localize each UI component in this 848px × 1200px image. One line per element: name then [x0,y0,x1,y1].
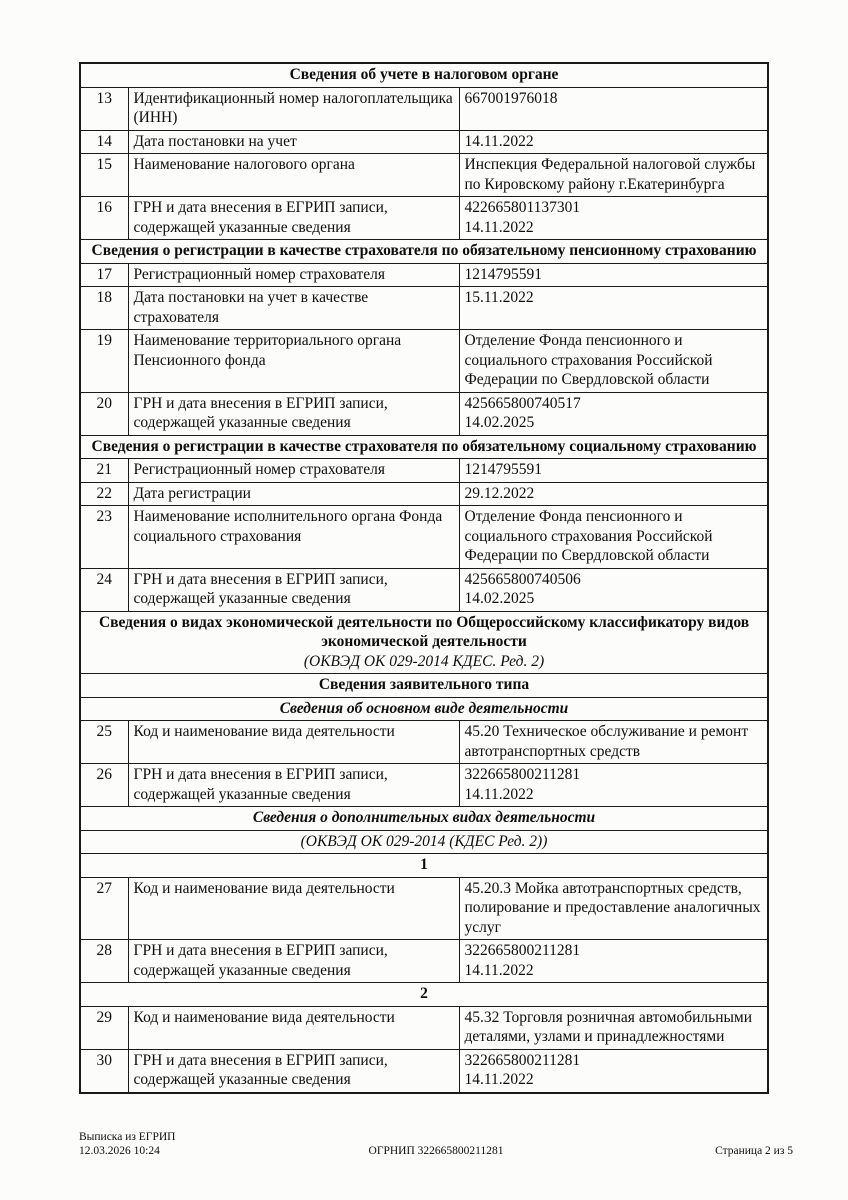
table-row [80,568,768,611]
table-row [80,721,768,764]
section-header-row [80,240,768,264]
table-row [80,1049,768,1093]
row-label: Дата постановки на учет в качестве страхователя [128,287,459,330]
row-label: Идентификационный номер налогоплательщика (ИНН) [128,87,459,130]
row-value [459,764,768,807]
section-header [80,983,768,1007]
footer-timestamp: 12.03.2026 10:24 [79,1145,160,1157]
table-row [80,197,768,240]
section-header-row [80,674,768,698]
row-value [459,568,768,611]
row-number: 17 [80,263,128,287]
section-header [80,697,768,721]
row-value-line: 15.11.2022 [464,289,534,306]
row-value-line: 29.12.2022 [464,484,535,502]
table-row [80,130,768,154]
table-row [80,506,768,569]
section-header [80,435,768,459]
row-number: 20 [80,392,128,435]
section-header-row [80,854,768,878]
row-label: ГРН и дата внесения в ЕГРИП записи, содержащей указанные сведения [128,568,459,611]
row-value-line: 422665801137301 [464,199,581,216]
section-header [80,854,768,878]
row-number: 24 [80,568,128,611]
row-value-line: Отделение Фонда пенсионного и социального страхования Российской Федерации по Свердловской области [464,332,713,388]
section-header-row [80,611,768,674]
row-label: Регистрационный номер страхователя [128,263,459,287]
row-value-line: 1214795591 [464,461,542,478]
row-value-line: 14.11.2022 [464,218,534,236]
row-value [459,154,768,197]
row-label: ГРН и дата внесения в ЕГРИП записи, содержащей указанные сведения [128,1049,459,1093]
table-row [80,764,768,807]
row-number: 22 [80,482,128,506]
section-header-text: Сведения об учете в налоговом органе [289,66,559,83]
section-header-row [80,63,768,87]
footer-page-number: Страница 2 из 5 [715,1145,793,1157]
row-number: 16 [80,197,128,240]
section-header [80,674,768,698]
section-header-row [80,830,768,854]
table-row [80,877,768,940]
table-row [80,482,768,506]
row-number: 27 [80,877,128,940]
table-row [80,263,768,287]
footer-doc-title: Выписка из ЕГРИП [79,1131,176,1143]
section-header [80,830,768,854]
section-header-text: 2 [420,985,428,1002]
row-value [459,287,768,330]
section-header-text: Сведения о дополнительных видах деятельности [252,809,596,826]
row-value [459,1049,768,1093]
row-label: Код и наименование вида деятельности [128,1006,459,1049]
row-label: Наименование исполнительного органа Фонда социального страхования [128,506,459,569]
row-value [459,263,768,287]
row-number: 25 [80,721,128,764]
row-value [459,197,768,240]
row-value [459,877,768,940]
row-number: 28 [80,940,128,983]
egrip-table-body [80,63,768,1093]
row-label: Наименование территориального органа Пенсионного фонда [128,330,459,393]
page-footer [79,1130,793,1162]
section-header-text: Сведения заявительного типа [318,676,530,693]
row-value [459,459,768,483]
section-header-row [80,697,768,721]
row-value-line: 14.11.2022 [464,132,534,150]
row-number: 15 [80,154,128,197]
row-value [459,130,768,154]
row-value-line: 322665800211281 [464,942,581,959]
row-number: 21 [80,459,128,483]
row-number: 26 [80,764,128,807]
table-row [80,87,768,130]
row-value [459,721,768,764]
row-number: 30 [80,1049,128,1093]
row-value-line: 14.11.2022 [464,961,534,979]
section-header [80,63,768,87]
row-label: Дата постановки на учет [128,130,459,154]
section-header [80,807,768,831]
row-value-line: 14.11.2022 [464,1071,534,1088]
row-value [459,87,768,130]
row-label: ГРН и дата внесения в ЕГРИП записи, содержащей указанные сведения [128,764,459,807]
table-row [80,287,768,330]
row-value-line: Отделение Фонда пенсионного и социального страхования Российской Федерации по Свердловской области [464,508,713,564]
section-header-row [80,807,768,831]
row-value-line: 14.11.2022 [464,785,534,803]
footer-doc-info [79,1130,175,1158]
row-value-line: 1214795591 [464,265,542,283]
row-number: 29 [80,1006,128,1049]
row-value-line: 667001976018 [464,89,558,107]
table-row [80,459,768,483]
row-value-line: 322665800211281 [464,1051,581,1069]
row-value-line: 425665800740506 [464,570,581,588]
row-number: 13 [80,87,128,130]
section-header [80,611,768,674]
section-header-text: Сведения о видах экономической деятельности по Общероссийскому классификатору видов экономической деятельности [98,613,750,650]
row-value [459,1006,768,1049]
section-header [80,240,768,264]
row-label: Код и наименование вида деятельности [128,877,459,940]
row-value-line: 14.02.2025 [464,414,535,431]
row-value [459,940,768,983]
row-label: Код и наименование вида деятельности [128,721,459,764]
section-header-text: (ОКВЭД ОК 029-2014 (КДЕС Ред. 2)) [300,832,548,850]
section-header-row [80,983,768,1007]
row-number: 14 [80,130,128,154]
table-row [80,940,768,983]
section-header-text: Сведения об основном виде деятельности [279,699,569,717]
row-value-line: 322665800211281 [464,766,581,783]
row-value-line: 45.20 Техническое обслуживание и ремонт автотранспортных средств [464,723,749,760]
table-row [80,392,768,435]
row-label: Наименование налогового органа [128,154,459,197]
table-row [80,154,768,197]
row-number: 18 [80,287,128,330]
row-value-line: 45.32 Торговля розничная автомобильными деталями, узлами и принадлежностями [464,1008,753,1045]
footer-ogrnip: ОГРНИП 322665800211281 [368,1145,504,1157]
egrip-table [79,62,769,1094]
row-label: ГРН и дата внесения в ЕГРИП записи, содержащей указанные сведения [128,197,459,240]
row-label: Регистрационный номер страхователя [128,459,459,483]
row-label: ГРН и дата внесения в ЕГРИП записи, содержащей указанные сведения [128,940,459,983]
row-value [459,330,768,393]
row-value-line: 14.02.2025 [464,590,535,607]
row-label: Дата регистрации [128,482,459,506]
row-number: 19 [80,330,128,393]
row-number: 23 [80,506,128,569]
table-row [80,1006,768,1049]
row-value [459,506,768,569]
row-value-line: Инспекция Федеральной налоговой службы по Кировскому району г.Екатеринбурга [464,156,756,193]
row-value [459,482,768,506]
row-value [459,392,768,435]
row-value-line: 45.20.3 Мойка автотранспортных средств, полирование и предоставление аналогичных услуг [464,879,761,936]
row-label: ГРН и дата внесения в ЕГРИП записи, содержащей указанные сведения [128,392,459,435]
section-header-row [80,435,768,459]
row-value-line: 425665800740517 [464,394,581,412]
section-header-text: 1 [420,856,428,873]
section-header-text: Сведения о регистрации в качестве страхователя по обязательному пенсионному страхованию [91,242,757,259]
table-row [80,330,768,393]
section-header-subtext: (ОКВЭД ОК 029-2014 КДЕС. Ред. 2) [303,652,545,670]
section-header-text: Сведения о регистрации в качестве страхователя по обязательному социальному страхованию [91,437,757,455]
